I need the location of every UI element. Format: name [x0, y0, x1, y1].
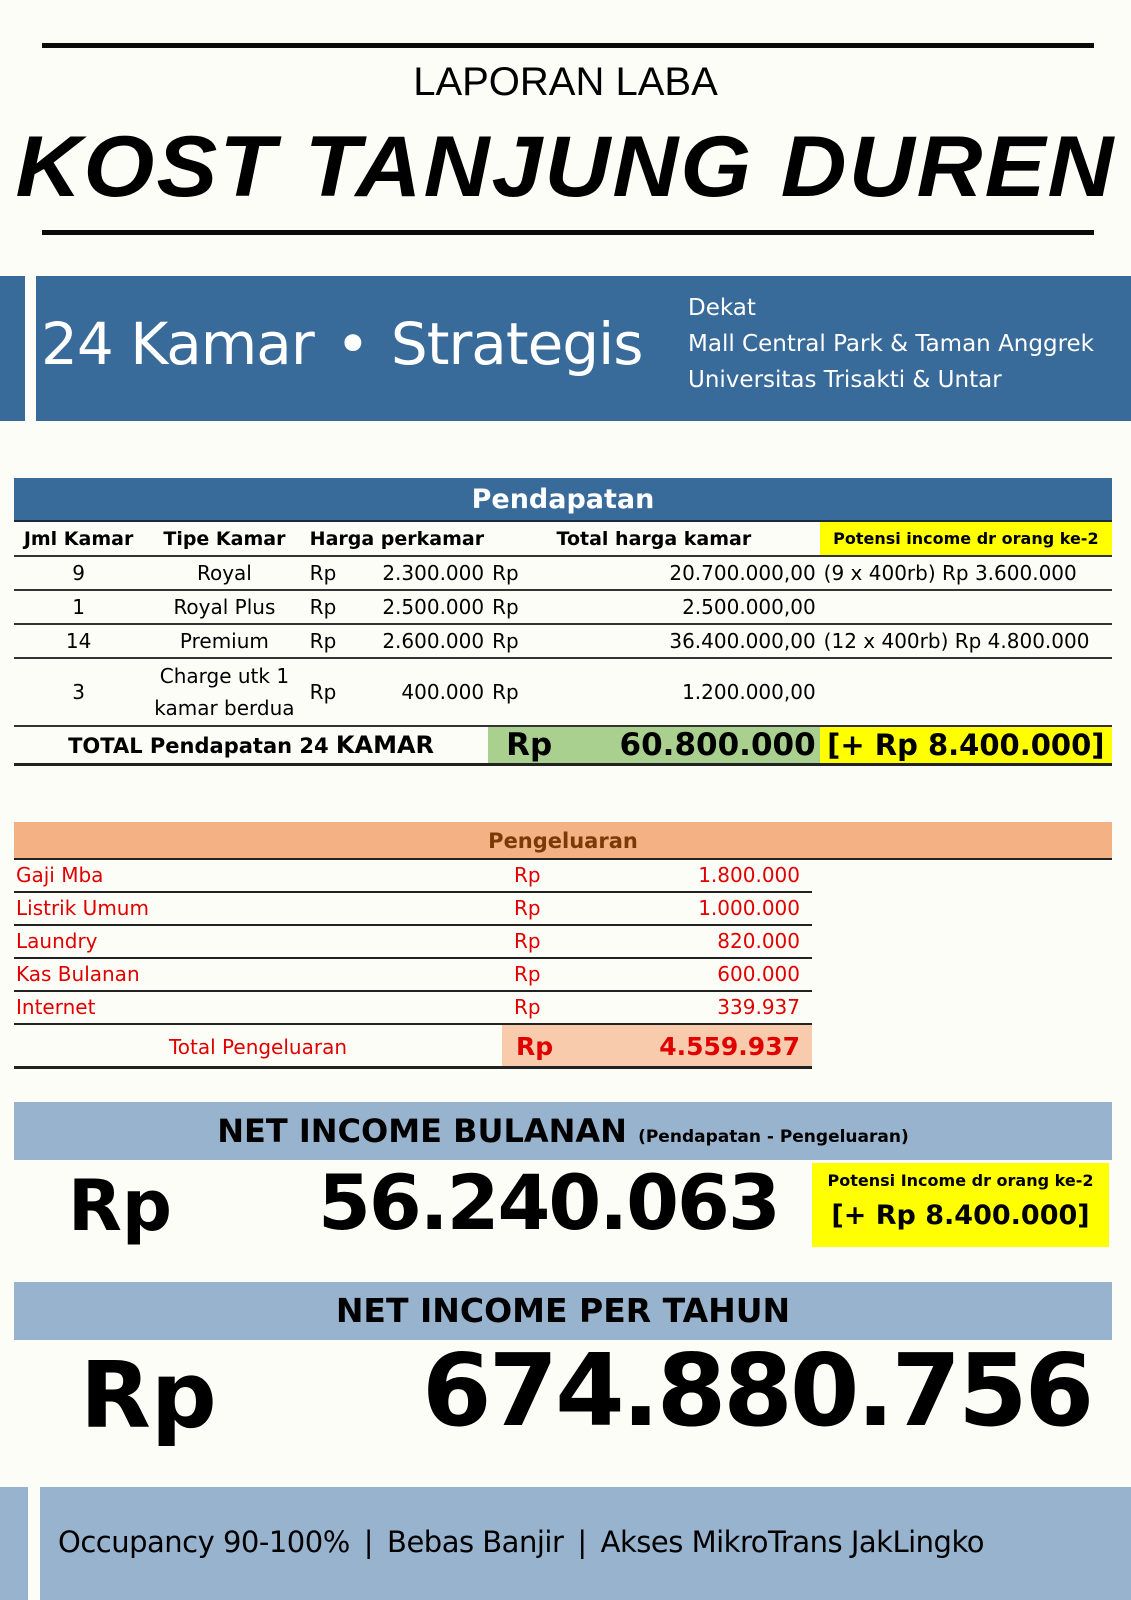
feature-transport: Akses MikroTrans JakLingko — [600, 1525, 984, 1559]
expense-total-row — [14, 1025, 812, 1069]
total-currency: Rp — [488, 556, 556, 590]
room-type-line-1: Charge utk 1 — [159, 664, 290, 688]
price: 2.600.000 — [354, 624, 488, 658]
expense-value: 600.000 — [717, 962, 800, 986]
qty: 14 — [14, 624, 143, 658]
expense-currency: Rp — [514, 929, 541, 953]
income-table — [14, 522, 1112, 766]
separator: | — [363, 1525, 374, 1559]
location-info — [688, 290, 1094, 398]
expense-total-value: 4.559.937 — [659, 1032, 800, 1061]
rooms-count: 24 Kamar — [41, 310, 314, 378]
expense-total-currency: Rp — [516, 1032, 554, 1061]
net-monthly-subtitle: (Pendapatan - Pengeluaran) — [638, 1127, 909, 1147]
table-row — [14, 658, 1112, 726]
net-monthly-potential — [812, 1163, 1109, 1247]
separator: | — [577, 1525, 587, 1559]
expense-row — [14, 893, 812, 926]
table-header-row — [14, 522, 1112, 556]
total: 1.200.000,00 — [556, 658, 820, 726]
room-type: Royal — [143, 556, 306, 590]
net-yearly-value: 674.880.756 — [422, 1332, 1092, 1449]
expense-row — [14, 992, 812, 1025]
price-currency: Rp — [306, 658, 355, 726]
total-currency: Rp — [488, 590, 556, 624]
room-type: Royal Plus — [143, 590, 306, 624]
qty: 3 — [14, 658, 143, 726]
table-row — [14, 590, 1112, 624]
footer-band — [40, 1487, 1131, 1600]
col-type: Tipe Kamar — [143, 522, 306, 556]
feature-flood-free: Bebas Banjir — [387, 1525, 564, 1559]
near-line-2: Universitas Trisakti & Untar — [688, 367, 1002, 393]
expense-total-label: Total Pengeluaran — [168, 1035, 348, 1059]
report-subtitle: LAPORAN LABA — [413, 60, 718, 104]
income-total-row — [14, 726, 1112, 765]
bottom-rule — [42, 230, 1094, 235]
expense-label: Listrik Umum — [16, 896, 149, 920]
net-monthly-value: 56.240.063 — [318, 1158, 779, 1247]
near-label: Dekat — [688, 295, 756, 321]
col-qty: Jml Kamar — [14, 522, 143, 556]
tagline: Strategis — [390, 310, 643, 378]
footer-features — [58, 1525, 984, 1559]
potential: (12 x 400rb) Rp 4.800.000 — [820, 624, 1112, 658]
total: 2.500.000,00 — [556, 590, 820, 624]
col-potential: Potensi income dr orang ke-2 — [820, 522, 1112, 556]
top-rule — [42, 43, 1094, 48]
total: 36.400.000,00 — [556, 624, 820, 658]
room-type — [143, 658, 306, 726]
col-price: Harga perkamar — [306, 522, 488, 556]
near-line-1: Mall Central Park & Taman Anggrek — [688, 331, 1095, 357]
expense-label: Internet — [16, 995, 96, 1019]
price: 2.300.000 — [354, 556, 488, 590]
price: 400.000 — [354, 658, 488, 726]
net-yearly-title: NET INCOME PER TAHUN — [335, 1291, 791, 1330]
expense-row — [14, 926, 812, 959]
total-currency: Rp — [488, 624, 556, 658]
feature-occupancy: Occupancy 90-100% — [58, 1525, 350, 1559]
expense-currency: Rp — [514, 896, 541, 920]
potential — [820, 658, 1112, 726]
room-type: Premium — [143, 624, 306, 658]
expense-title: Pengeluaran — [14, 822, 1112, 860]
footer-accent — [0, 1487, 28, 1600]
expense-currency: Rp — [514, 863, 541, 887]
room-type-line-2: kamar berdua — [154, 696, 295, 720]
potential — [820, 590, 1112, 624]
income-title: Pendapatan — [14, 478, 1112, 522]
income-total-currency: Rp — [488, 726, 556, 765]
table-row — [14, 624, 1112, 658]
price-currency: Rp — [306, 590, 355, 624]
total-currency: Rp — [488, 658, 556, 726]
price-currency: Rp — [306, 556, 355, 590]
net-monthly-band — [14, 1102, 1112, 1160]
expense-label: Laundry — [16, 929, 98, 953]
potential-value: [+ Rp 8.400.000] — [831, 1200, 1090, 1231]
income-potential-extra: [+ Rp 8.400.000] — [820, 726, 1112, 765]
expense-row — [14, 860, 812, 893]
expense-total-box — [502, 1025, 812, 1066]
total-label-text: TOTAL Pendapatan 24 — [68, 734, 336, 758]
total-label-unit: KAMAR — [335, 731, 435, 759]
banner-accent — [0, 276, 25, 421]
feature-banner — [36, 276, 1131, 421]
page-title: KOST TANJUNG DUREN — [15, 119, 1116, 215]
qty: 9 — [14, 556, 143, 590]
price: 2.500.000 — [354, 590, 488, 624]
income-section — [14, 478, 1112, 766]
income-total-value: 60.800.000 — [556, 726, 820, 765]
potential: (9 x 400rb) Rp 3.600.000 — [820, 556, 1112, 590]
price-currency: Rp — [306, 624, 355, 658]
expense-currency: Rp — [514, 995, 541, 1019]
expense-value: 820.000 — [717, 929, 800, 953]
expense-row — [14, 959, 812, 992]
potential-label: Potensi Income dr orang ke-2 — [827, 1171, 1094, 1190]
expense-value: 1.800.000 — [698, 863, 800, 887]
net-monthly-currency: Rp — [68, 1165, 173, 1247]
table-row — [14, 556, 1112, 590]
net-yearly-currency: Rp — [80, 1342, 217, 1449]
col-total: Total harga kamar — [488, 522, 820, 556]
qty: 1 — [14, 590, 143, 624]
expense-value: 339.937 — [717, 995, 800, 1019]
expense-label: Kas Bulanan — [16, 962, 140, 986]
income-total-label — [14, 726, 488, 765]
total: 20.700.000,00 — [556, 556, 820, 590]
expense-value: 1.000.000 — [698, 896, 800, 920]
expense-currency: Rp — [514, 962, 541, 986]
bullet-icon: • — [335, 310, 369, 378]
net-monthly-title: NET INCOME BULANAN — [217, 1112, 627, 1150]
expense-section — [14, 822, 812, 1069]
banner-headline — [41, 310, 642, 378]
expense-label: Gaji Mba — [16, 863, 104, 887]
